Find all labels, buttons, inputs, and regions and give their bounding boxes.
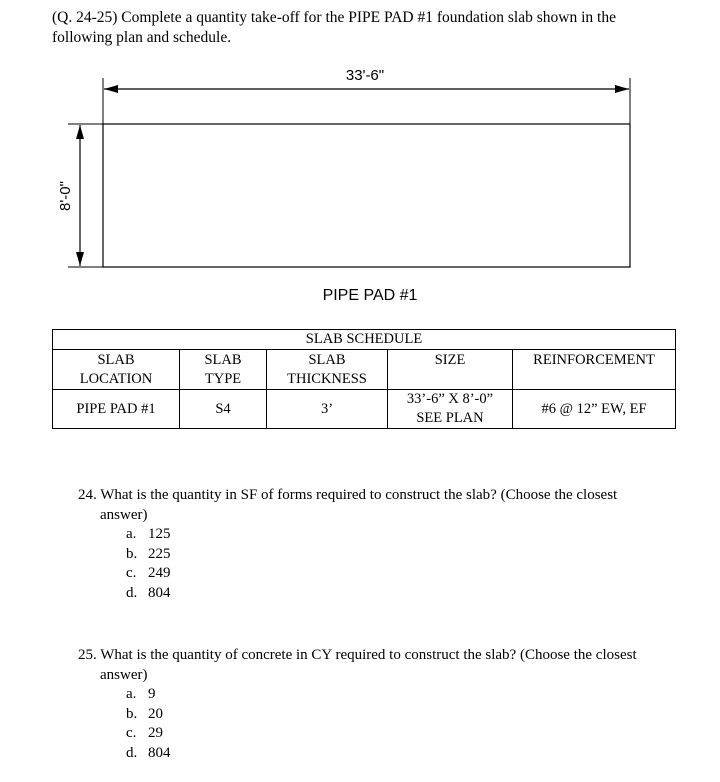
option-letter: a. [126, 686, 137, 702]
question-25-line2: answer) [100, 667, 148, 683]
option-25-d[interactable] [126, 744, 690, 764]
option-value: 804 [148, 584, 171, 601]
question-25-line1: What is the quantity of concrete in CY required to construct the slab? (Choose the closest [100, 647, 637, 663]
option-letter: d. [126, 744, 138, 761]
height-dimension-label: 8'-0" [57, 181, 74, 211]
schedule-caption: SLAB SCHEDULE [53, 330, 676, 350]
cell-size-line2: SEE PLAN [416, 410, 484, 426]
question-25-text [78, 645, 690, 685]
cell-location: PIPE PAD #1 [53, 390, 180, 429]
slab-outline [103, 124, 630, 267]
slab-schedule-table [52, 329, 676, 429]
pipe-pad-plan-drawing [0, 0, 720, 320]
header-slab-location-line1: SLAB [97, 351, 135, 368]
option-value: 804 [148, 744, 171, 761]
option-25-b[interactable] [126, 705, 690, 725]
option-24-a[interactable] [126, 525, 690, 545]
header-slab-thickness-line1: SLAB [308, 351, 346, 368]
header-slab-type [180, 350, 267, 390]
cell-type: S4 [180, 390, 267, 429]
option-25-a[interactable] [126, 685, 690, 705]
question-24-number: 24. [78, 487, 97, 503]
header-reinforcement: REINFORCEMENT [513, 350, 676, 390]
cell-reinforcement: #6 @ 12” EW, EF [513, 390, 676, 429]
question-25-number: 25. [78, 647, 97, 663]
option-value: 125 [148, 526, 171, 542]
option-value: 9 [148, 686, 156, 702]
option-24-d[interactable] [126, 584, 690, 604]
option-24-c[interactable] [126, 564, 690, 584]
option-value: 29 [148, 725, 163, 741]
header-slab-type-line1: SLAB [204, 351, 242, 368]
plan-title: PIPE PAD #1 [322, 287, 418, 304]
option-letter: a. [126, 526, 137, 542]
header-size: SIZE [388, 350, 513, 390]
option-25-c[interactable] [126, 724, 690, 744]
option-value: 20 [148, 705, 163, 722]
question-25 [78, 645, 690, 763]
option-letter: b. [126, 545, 138, 562]
question-24-line2: answer) [100, 507, 148, 523]
cell-thickness: 3’ [267, 390, 388, 429]
cell-size-line1: 33’-6” X 8’-0” [406, 391, 494, 407]
intro-line-1: (Q. 24-25) Complete a quantity take-off for the PIPE PAD #1 foundation slab shown in the [52, 9, 616, 26]
question-25-options [78, 685, 690, 763]
cell-size [388, 390, 513, 429]
width-dimension-label: 33'-6" [345, 67, 385, 84]
option-letter: b. [126, 705, 138, 722]
question-24 [78, 485, 690, 603]
option-value: 249 [148, 565, 171, 581]
header-slab-thickness-line2: THICKNESS [287, 370, 367, 387]
question-24-text [78, 485, 690, 525]
option-letter: c. [126, 725, 137, 741]
header-slab-location [53, 350, 180, 390]
intro-line-2: following plan and schedule. [52, 29, 232, 46]
header-slab-location-line2: LOCATION [79, 370, 153, 387]
question-24-options [78, 525, 690, 603]
header-slab-type-line2: TYPE [204, 370, 242, 387]
question-24-line1: What is the quantity in SF of forms required to construct the slab? (Choose the closest [100, 487, 618, 503]
option-letter: d. [126, 584, 138, 601]
option-24-b[interactable] [126, 545, 690, 565]
option-letter: c. [126, 565, 137, 581]
option-value: 225 [148, 545, 171, 562]
header-slab-thickness [267, 350, 388, 390]
